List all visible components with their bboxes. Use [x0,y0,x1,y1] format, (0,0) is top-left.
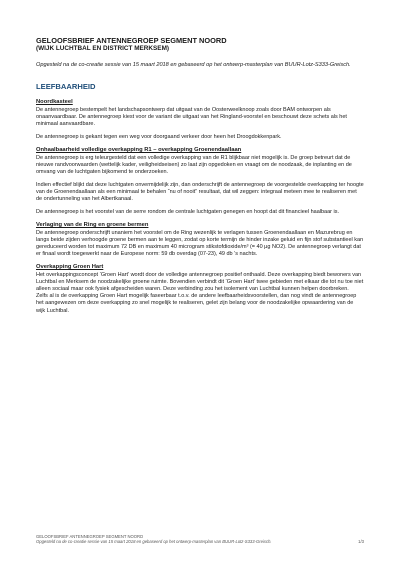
page-number: 1/3 [358,539,364,545]
block-heading: Onhaalbaarheid volledige overkapping R1 – overkapping Groenendaallaan [36,146,242,153]
block-heading: Noordkasteel [36,98,73,105]
footer-note: Opgesteld na de co-creatie sessie van 15 maart 2018 en gebaseerd op het ontwerp-masterplan van BUUR-Lotz-S333-Greisch. [36,539,272,545]
document-subtitle: (WIJK LUCHTBAL EN DISTRICT MERKSEM) [36,45,170,52]
paragraph: De antennegroep is het voorstel van de serre rondom de centrale luchtgaten genegen en hoopt dat dit financieel haalbaar is. [36,209,340,216]
footer-title: GELOOFSBRIEF ANTENNEGROEP SEGMENT NOORD [36,534,144,539]
block-groen-hart [36,264,364,314]
block-onhaalbaarheid [36,147,364,216]
paragraph: De antennegroep bestempelt het landschapsontwerp dat uitgaat van de Oosterweelknoop zoals door BAM ontworpen als onaanvaardbaar. De antennegroep kiest voor de variant die uitgaat van het Ringland-voorstel en beschouwt deze schets als het minimaal aanvaardbare. [36,106,347,127]
document-intro: Opgesteld na de co-creatie sessie van 15 maart 2018 en gebaseerd op het ontwerp-masterplan van BUUR-Lotz-S333-Greisch. [36,62,351,68]
document-page [36,36,364,315]
paragraph: De antennegroep is erg teleurgesteld dat een volledige overkapping van de R1 blijkbaar niet mogelijk is. De groep betreurt dat de nieuwe randvoorwaarden (wettelijk kader, veiligheidseisen) zo laat zijn opgedoken en vraagt om de noodzaak, de inplanting en de omvang van de luchtgaten bijkomend te onderzoeken. [36,154,352,175]
block-verlaging-ring [36,222,364,258]
paragraph: Het overkappingsconcept ‘Groen Hart’ wordt door de volledige antennegroep positief onthaald. Deze overkapping biedt bewoners van Luchtbal en Merksem de noodzakelijke groene ruimte. Bovendien verbindt dit ‘Groen Hart’ twee gebieden met elkaar die tot nu toe niet alleen sociaal maar ook fysiek afgescheiden waren. Deze verbinding zou het isolement van Luchtbal kunnen helpen doorbreken. Zelfs al is de overkapping Groen Hart mogelijk faseerbaar t.o.v. de andere leefbaarheidsvoorstellen, dan nog vindt de antennegroep het aangewezen om deze overkapping zo snel mogelijk te realiseren, gelet zijn belang voor de noodzakelijke opwaardering van de wijk Luchtbal. [36,272,364,314]
block-heading: Verlaging van de Ring en groene bermen [36,222,149,229]
block-noordkasteel [36,99,364,141]
paragraph: De antennegroep is gekant tegen een weg voor doorgaand verkeer door heen het Droogdokkenpark. [36,133,282,140]
document-title: GELOOFSBRIEF ANTENNEGROEP SEGMENT NOORD [36,36,227,45]
paragraph: De antennegroep onderschrijft unaniem het voorstel om de Ring wezenlijk te verlagen tussen Groenendaallaan en Mazurebrug en langs beide zijden verhoogde groene bermen aan te leggen, zodat op korte termijn de hinder inzake geluid en fijn stof substantieel kan gereduceerd worden tot maximum 72 DB en maximum 40 microgram stikstofdioxide/m³ (= 40 µg NO2). De antennegroep verlangt dat er finaal wordt toegewerkt naar de Europese norm: 59 db overdag (07-23), 49 db ’s nachts. [36,230,364,258]
paragraph: Indien effectief blijkt dat deze luchtgaten onvermijdelijk zijn, dan onderschrijft de antennegroep de voorgestelde overkapping ter hoogte van de Groenendaallaan als een minimaal te behalen “nu of nooit” resultaat, dat wil zeggen: integraal meteen mee te realiseren met de ondertunneling van het Albertkanaal. [36,181,364,203]
block-heading: Overkapping Groen Hart [36,264,104,271]
section-title: LEEFBAARHEID [36,81,96,91]
page-footer [36,534,364,545]
